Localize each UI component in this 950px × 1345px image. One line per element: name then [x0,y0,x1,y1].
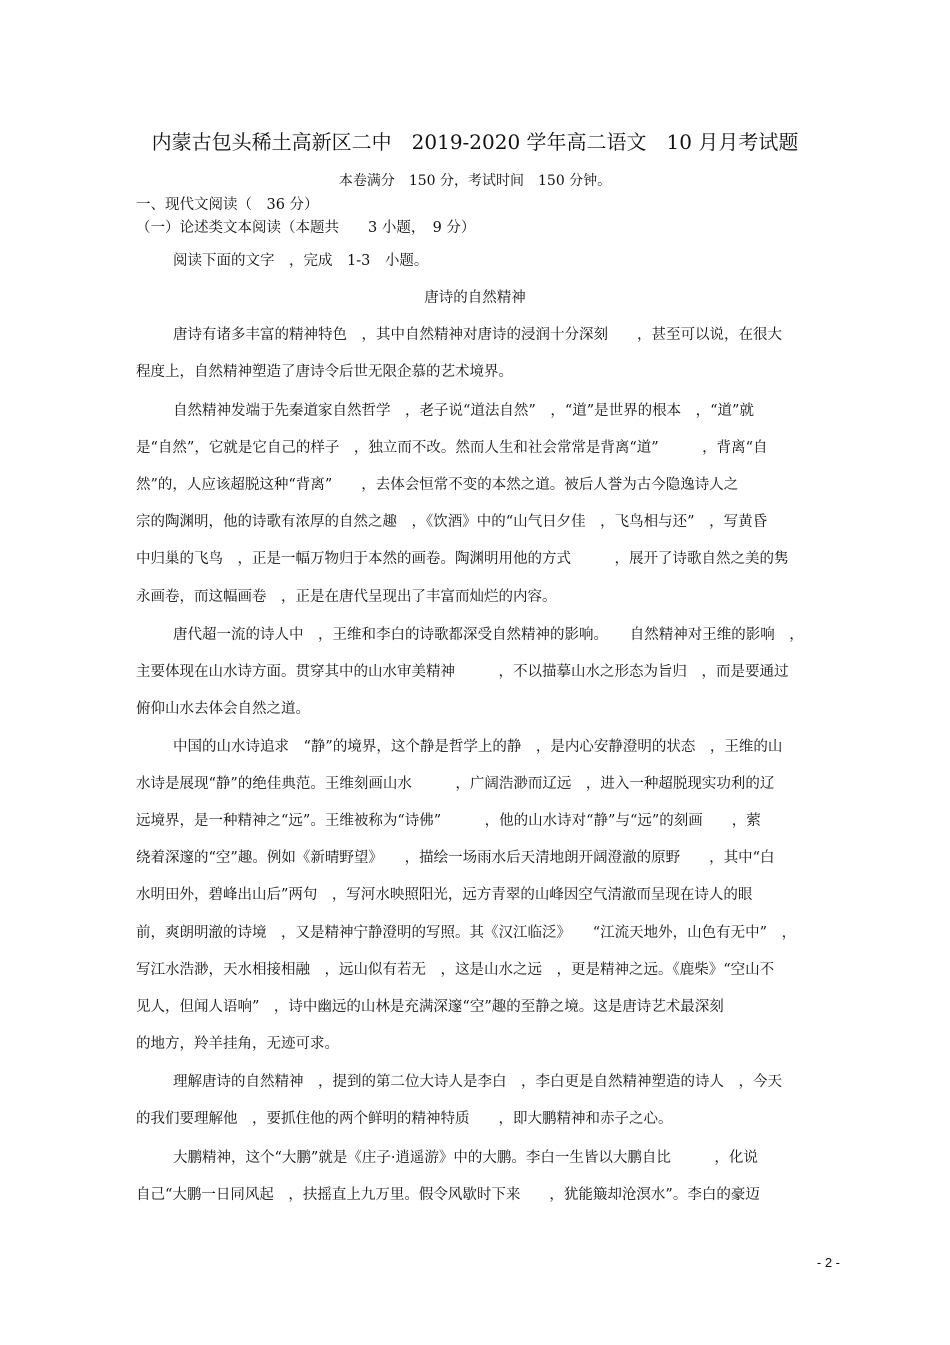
article-line: 的地方，羚羊挂角，无迹可求。 [136,1036,339,1052]
article-line: 的我们要理解他 ，要抓住他的两个鲜明的精神特质 ，即大鹏精神和赤子之心。 [136,1111,673,1127]
article-line: 水明田外，碧峰出山后”两句 ，写河水映照阳光，远方青翠的山峰因空气清澈而呈现在诗人的眼 [136,887,753,903]
exam-title: 内蒙古包头稀土高新区二中 2019-2020 学年高二语文 10 月月考试题 [151,130,799,154]
article-line: 中国的山水诗追求 “静”的境界，这个静是哲学上的静 ，是内心安静澄明的状态 ，王维的山 [173,739,783,755]
exam-subtitle: 本卷满分 150 分，考试时间 150 分钟。 [338,173,612,189]
article-line: 然”的，人应该超脱这种“背离” ，去体会恒常不变的本然之道。被后人誉为古今隐逸诗人之 [136,477,739,493]
article-line: 理解唐诗的自然精神 ，提到的第二位大诗人是李白 ，李白更是自然精神塑造的诗人 ，今天 [173,1074,782,1090]
article-line: 主要体现在山水诗方面。贯穿其中的山水审美精神 ，不以描摹山水之形态为旨归 ，而是要通过 [136,664,789,680]
article-line: 唐诗有诸多丰富的精神特色 ，其中自然精神对唐诗的浸润十分深刻 ，甚至可以说，在很大 [173,327,782,343]
article-line: 水诗是展现“静”的绝佳典范。王维刻画山水 ，广阔浩渺而辽远 ，进入一种超脱现实功利的辽 [136,776,775,792]
article-line: 写江水浩渺，天水相接相融 ，远山似有若无 ，这是山水之远 ，更是精神之远。《鹿柴》“空山不 [136,962,775,978]
article-line: 见人，但闻人语响” ，诗中幽远的山林是充满深邃“空”趣的至静之境。这是唐诗艺术最深刻 [136,999,724,1015]
article-line: 前，爽朗明澈的诗境 ，又是精神宁静澄明的写照。其《汉江临泛》 “江流天地外，山色有无中” ， [136,925,797,941]
article-line: 大鹏精神，这个“大鹏”就是《庄子·逍遥游》中的大鹏。李白一生皆以大鹏自比 ，化说 [173,1150,758,1166]
reading-instruction: 阅读下面的文字 ，完成 1-3 小题。 [173,253,429,269]
article-line: 唐代超一流的诗人中 ，王维和李白的诗歌都深受自然精神的影响。 自然精神对王维的影响 ， [173,627,804,643]
subsection-heading: （一）论述类文本阅读（本题共 3 小题， 9 分） [136,220,476,236]
article-line: 宗的陶渊明，他的诗歌有浓厚的自然之趣 ，《饮酒》中的“山气日夕佳 ，飞鸟相与还” ，写黄昏 [136,514,768,530]
article-line: 俯仰山水去体会自然之道。 [136,701,310,717]
section-heading: 一、现代文阅读（ 36 分） [136,197,319,213]
article-line: 中归巢的飞鸟 ，正是一幅万物归于本然的画卷。陶渊明用他的方式 ，展开了诗歌自然之美的隽 [136,551,789,567]
article-title: 唐诗的自然精神 [424,290,526,306]
article-line: 永画卷，而这幅画卷 ，正是在唐代呈现出了丰富而灿烂的内容。 [136,589,557,605]
article-line: 自然精神发端于先秦道家自然哲学 ，老子说“道法自然” ，“道”是世界的根本 ，“道”就 [173,403,754,419]
article-line: 远境界，是一种精神之“远”。王维被称为“诗佛” ，他的山水诗对“静”与“远”的刻画 ，萦 [136,813,761,829]
article-line: 自己“大鹏一日同风起 ，扶摇直上九万里。假令风歇时下来 ，犹能簸却沧溟水”。李白的豪迈 [136,1187,760,1203]
article-line: 程度上，自然精神塑造了唐诗令后世无限企慕的艺术境界。 [136,364,513,380]
page-number: - 2 - [816,1255,840,1270]
article-line: 是“自然”，它就是它自己的样子 ，独立而不改。然而人生和社会常常是背离“道” ，背离“自 [136,440,768,456]
article-line: 绕着深邃的“空”趣。例如《新晴野望》 ，描绘一场雨水后天清地朗开阔澄澈的原野 ，其中“白 [136,850,775,866]
